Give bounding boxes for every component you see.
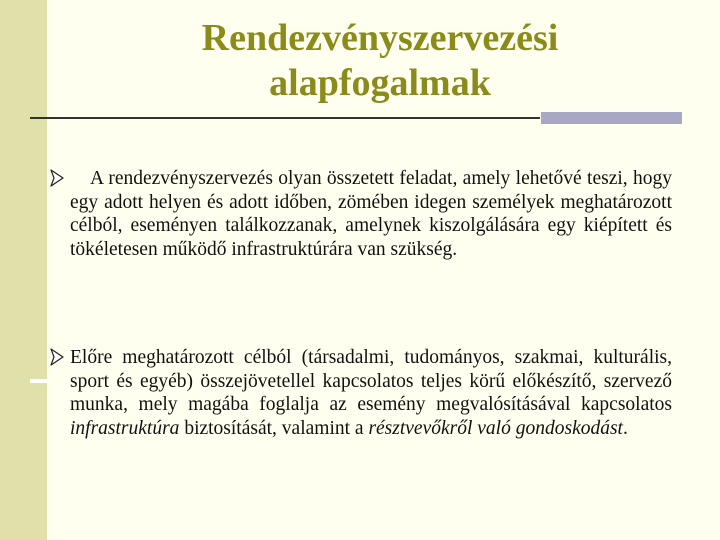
bullet-text-2: [70, 346, 672, 440]
title-accent-block: [541, 112, 682, 124]
left-decorative-bar: [0, 0, 47, 540]
title-underline: [30, 117, 540, 119]
bullet-item-2: [50, 346, 672, 440]
bullet-text-1: [70, 167, 672, 261]
slide-title: [120, 16, 640, 106]
title-line-1: Rendezvényszervezési: [201, 17, 559, 59]
arrow-bullet-icon: [50, 168, 64, 188]
bullet-item-1: [50, 167, 672, 261]
bullet-2-text-part1: Előre meghatározott célból (társadalmi, tudományos, szakmai, kulturális, sport és egyéb) összejövetellel kapcsolatos teljes körű előkészítő, szervező munka, mely magába foglalja az esemény megvalósításával kapcsolatos: [70, 347, 672, 415]
left-bar-notch: [30, 379, 47, 383]
bullet-2-italic-1: infrastruktúra: [70, 417, 180, 439]
bullet-2-text-part3: .: [622, 417, 628, 439]
bullet-2-text-part2: biztosítását, valamint a: [184, 417, 364, 439]
bullet-2-italic-2: résztvevőkről való gondoskodást: [368, 417, 623, 439]
title-line-2: alapfogalmak: [269, 62, 491, 104]
arrow-bullet-icon: [50, 347, 64, 367]
bullet-1-text: A rendezvényszervezés olyan összetett feladat, amely lehetővé teszi, hogy egy adott helyen és adott időben, zömében idegen személyek meghatározott célból, eseményen találkozzanak, amelynek kiszolgálására egy kiépített és tökéletesen működő infrastruktúrára van szükség.: [70, 168, 672, 260]
